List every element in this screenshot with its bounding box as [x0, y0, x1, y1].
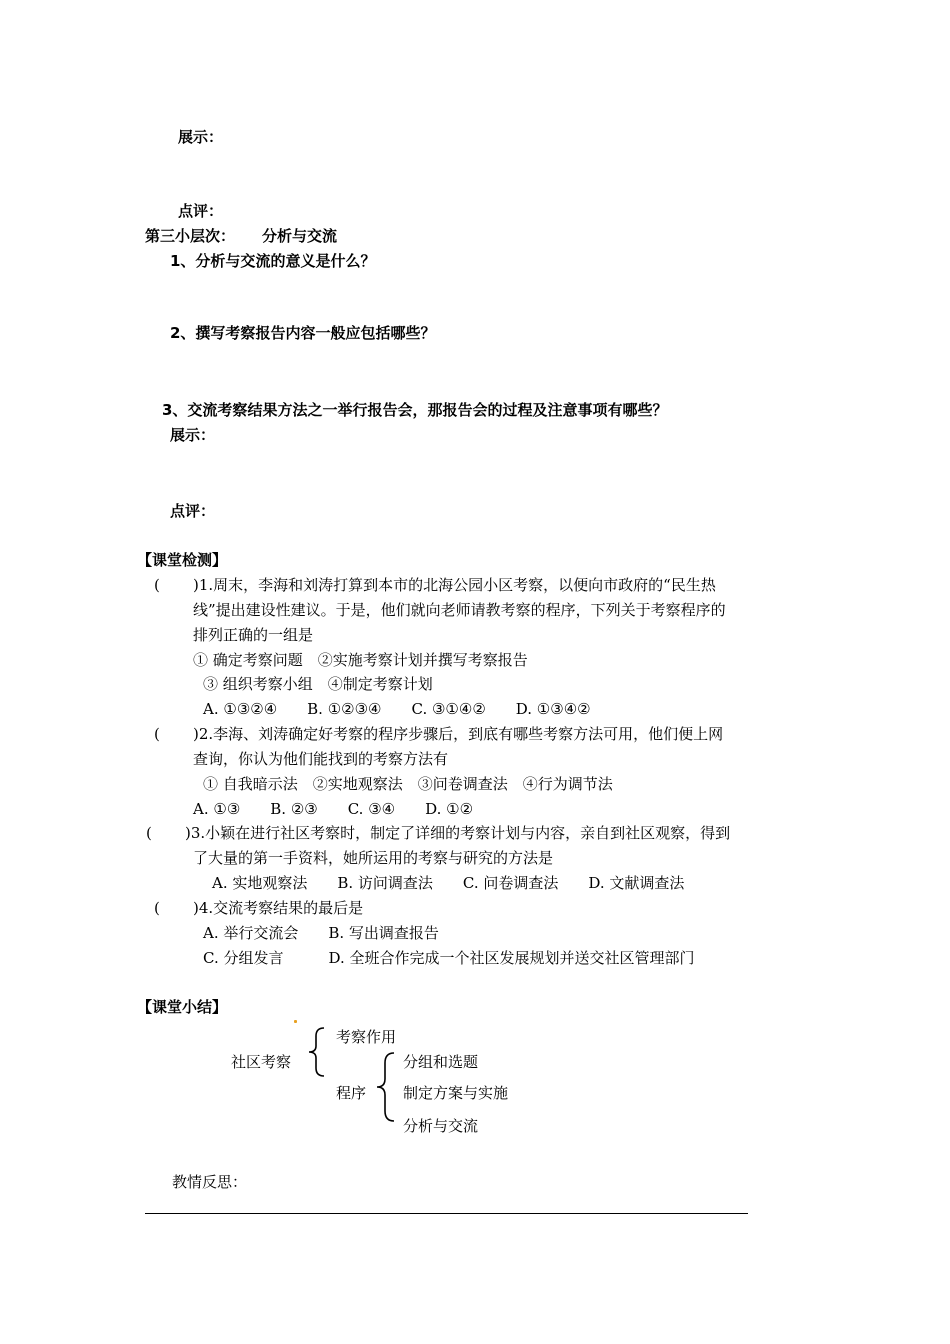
q2-line-1: )2.李海、刘涛确定好考察的程序步骤后，到底有哪些考察方法可用，他们便上网 — [193, 725, 724, 743]
answer-blank-3[interactable]: ( — [146, 824, 152, 842]
answer-blank-1[interactable]: ( — [154, 576, 160, 594]
quiz-heading: 【课堂检测】 — [137, 551, 228, 569]
q4-line-1: )4.交流考察结果的最后是 — [193, 899, 364, 917]
q1-line-1: )1.周末，李海和刘涛打算到本市的北海公园小区考察，以便向市政府的“民生热 — [193, 576, 716, 594]
q2-items: ① 自我暗示法 ②实地观察法 ③问卷调查法 ④行为调节法 — [203, 775, 613, 793]
q3-options: A. 实地观察法 B. 访问调查法 C. 问卷调查法 D. 文献调查法 — [212, 874, 685, 892]
q3-line-2: 了大量的第一手资料，她所运用的考察与研究的方法是 — [193, 849, 554, 867]
summary-step-3: 分析与交流 — [403, 1117, 479, 1135]
q3-line-1: )3.小颖在进行社区考察时，制定了详细的考察计划与内容，亲自到社区观察，得到 — [185, 824, 731, 842]
q1-items-1: ① 确定考察问题 ②实施考察计划并撰写考察报告 — [193, 651, 528, 669]
stray-mark — [294, 1020, 297, 1023]
summary-step-1: 分组和选题 — [403, 1053, 479, 1071]
q4-options-2: C. 分组发言 D. 全班合作完成一个社区发展规划并送交社区管理部门 — [203, 949, 695, 967]
show-label: 展示： — [178, 128, 224, 146]
summary-heading: 【课堂小结】 — [137, 998, 228, 1016]
summary-branch-procedure: 程序 — [336, 1084, 367, 1102]
q4-options-1: A. 举行交流会 B. 写出调查报告 — [203, 924, 439, 942]
answer-blank-2[interactable]: ( — [154, 725, 160, 743]
summary-branch-purpose: 考察作用 — [336, 1028, 397, 1046]
level3-subtitle: 分析与交流 — [262, 227, 338, 245]
left-brace-icon — [306, 1026, 328, 1078]
comment-label: 点评： — [178, 202, 224, 220]
level3-question-2: 2、撰写考察报告内容一般应包括哪些？ — [170, 324, 436, 342]
level3-comment-label: 点评： — [170, 502, 216, 520]
reflection-label: 教情反思： — [172, 1173, 248, 1191]
q1-items-2: ③ 组织考察小组 ④制定考察计划 — [203, 675, 433, 693]
q2-line-2: 查询，你认为他们能找到的考察方法有 — [193, 750, 449, 768]
q1-options: A. ①③②④ B. ①②③④ C. ③①④② D. ①③④② — [203, 700, 591, 718]
left-brace-icon — [374, 1051, 398, 1123]
q2-options: A. ①③ B. ②③ C. ③④ D. ①② — [193, 800, 474, 818]
divider — [145, 1213, 748, 1214]
q1-line-2: 线”提出建设性建议。于是，他们就向老师请教考察的程序，下列关于考察程序的 — [193, 601, 726, 619]
summary-step-2: 制定方案与实施 — [403, 1084, 509, 1102]
summary-root: 社区考察 — [231, 1053, 292, 1071]
level3-question-3: 3、交流考察结果方法之一举行报告会，那报告会的过程及注意事项有哪些？ — [162, 401, 668, 419]
level3-show-label: 展示： — [170, 426, 216, 444]
level3-question-1: 1、分析与交流的意义是什么？ — [170, 252, 376, 270]
level3-title: 第三小层次： — [145, 227, 236, 245]
q1-line-3: 排列正确的一组是 — [193, 626, 314, 644]
answer-blank-4[interactable]: ( — [154, 899, 160, 917]
